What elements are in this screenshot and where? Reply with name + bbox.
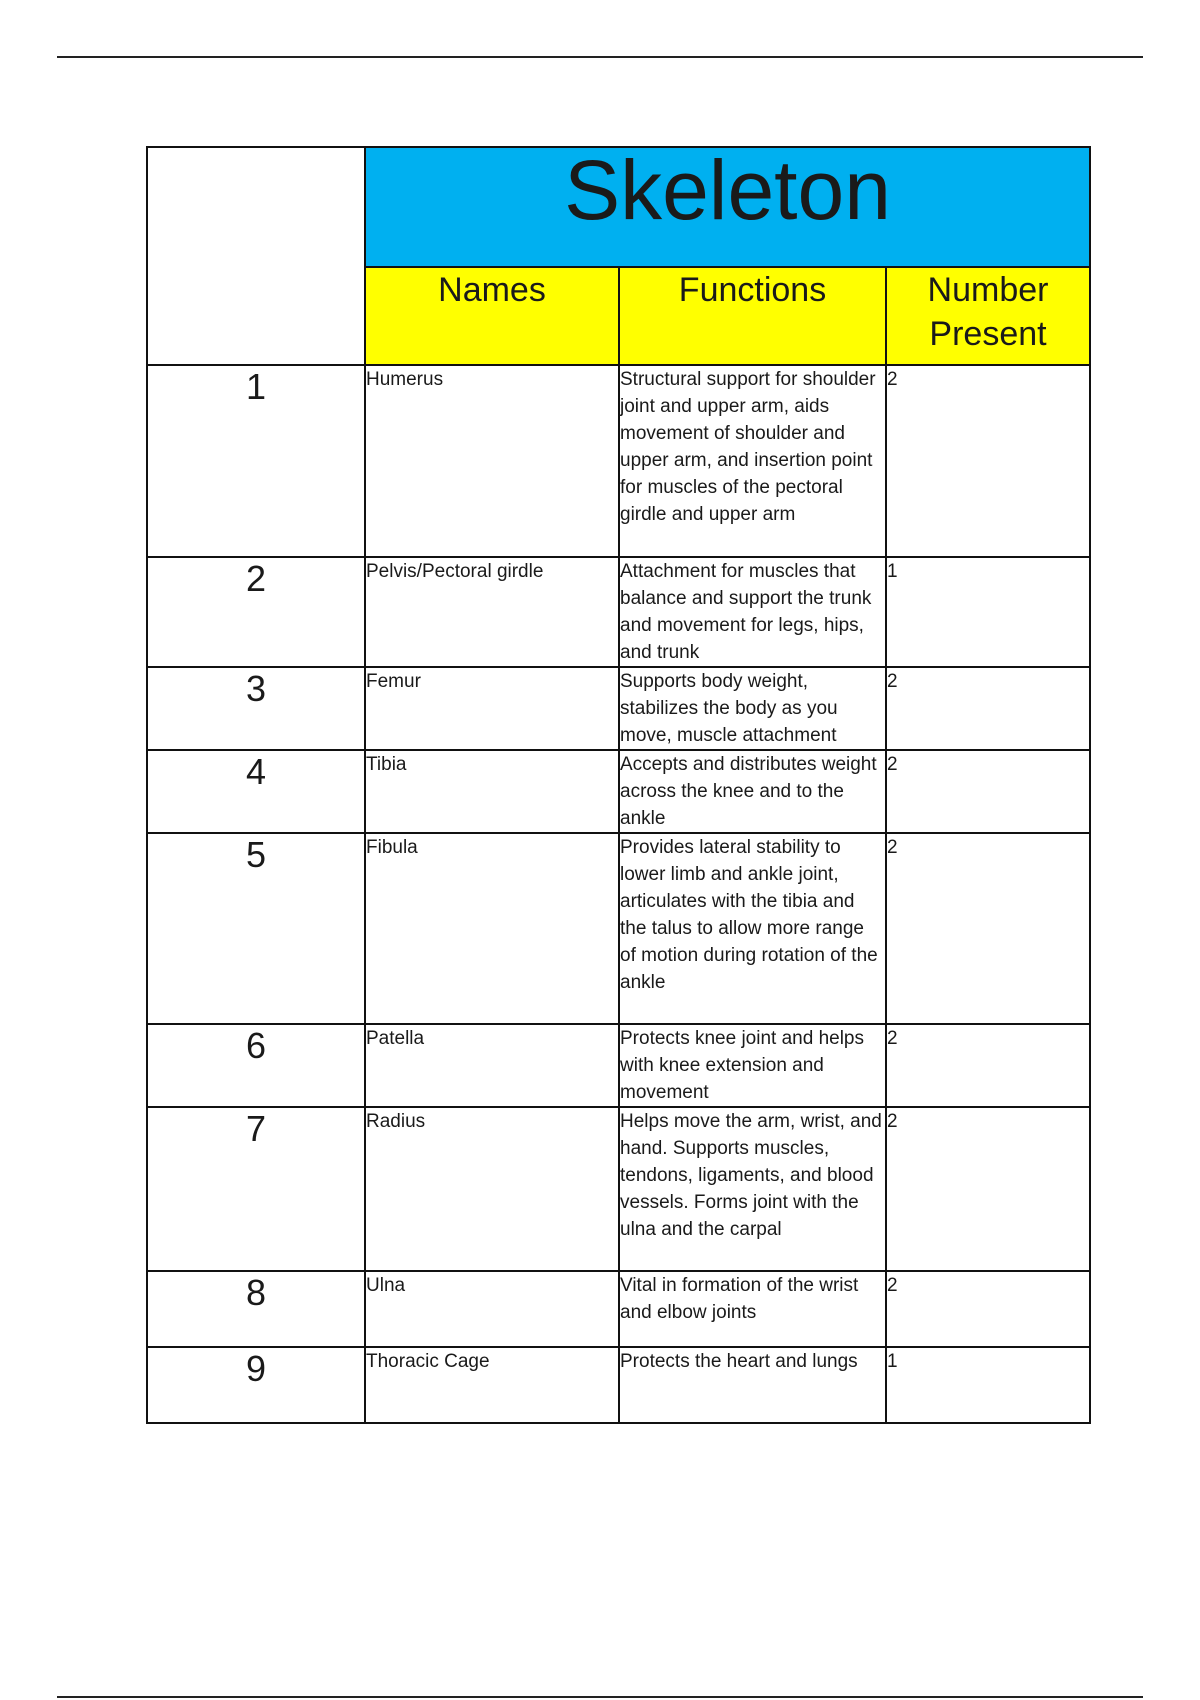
row-index: 1 bbox=[147, 365, 365, 557]
title-row bbox=[147, 147, 1090, 267]
row-index: 5 bbox=[147, 833, 365, 1024]
table-row bbox=[147, 1107, 1090, 1271]
header-functions: Functions bbox=[619, 267, 886, 365]
page-bottom-rule bbox=[57, 1696, 1143, 1698]
header-number-present: Number Present bbox=[886, 267, 1090, 365]
bone-function: Attachment for muscles that balance and support the trunk and movement for legs, hips, and trunk bbox=[619, 557, 886, 667]
table-row bbox=[147, 667, 1090, 750]
bone-count: 2 bbox=[886, 1107, 1090, 1271]
bone-count: 2 bbox=[886, 750, 1090, 833]
table-row bbox=[147, 1271, 1090, 1347]
bone-function: Protects knee joint and helps with knee extension and movement bbox=[619, 1024, 886, 1107]
table-row bbox=[147, 557, 1090, 667]
bone-name: Humerus bbox=[365, 365, 619, 557]
bone-name: Ulna bbox=[365, 1271, 619, 1347]
bone-function: Structural support for shoulder joint and upper arm, aids movement of shoulder and upper arm, and insertion point for muscles of the pectoral girdle and upper arm bbox=[619, 365, 886, 557]
table-row bbox=[147, 833, 1090, 1024]
table-title: Skeleton bbox=[365, 147, 1090, 267]
corner-cell bbox=[147, 147, 365, 365]
skeleton-table bbox=[146, 143, 1091, 1424]
bone-name: Thoracic Cage bbox=[365, 1347, 619, 1423]
bone-name: Pelvis/Pectoral girdle bbox=[365, 557, 619, 667]
row-index: 8 bbox=[147, 1271, 365, 1347]
row-index: 6 bbox=[147, 1024, 365, 1107]
bone-name: Tibia bbox=[365, 750, 619, 833]
page-top-rule bbox=[57, 56, 1143, 58]
table-row bbox=[147, 365, 1090, 557]
bone-name: Femur bbox=[365, 667, 619, 750]
bone-function: Vital in formation of the wrist and elbow joints bbox=[619, 1271, 886, 1347]
bone-function: Protects the heart and lungs bbox=[619, 1347, 886, 1423]
table-row bbox=[147, 1347, 1090, 1423]
bone-function: Supports body weight, stabilizes the body as you move, muscle attachment bbox=[619, 667, 886, 750]
table-row bbox=[147, 1024, 1090, 1107]
bone-count: 2 bbox=[886, 1024, 1090, 1107]
bone-function: Helps move the arm, wrist, and hand. Supports muscles, tendons, ligaments, and blood vessels. Forms joint with the ulna and the carpal bbox=[619, 1107, 886, 1271]
row-index: 4 bbox=[147, 750, 365, 833]
table-row bbox=[147, 750, 1090, 833]
bone-name: Patella bbox=[365, 1024, 619, 1107]
bone-count: 2 bbox=[886, 1271, 1090, 1347]
row-index: 3 bbox=[147, 667, 365, 750]
bone-count: 2 bbox=[886, 365, 1090, 557]
row-index: 2 bbox=[147, 557, 365, 667]
bone-name: Radius bbox=[365, 1107, 619, 1271]
bone-function: Accepts and distributes weight across the knee and to the ankle bbox=[619, 750, 886, 833]
row-index: 7 bbox=[147, 1107, 365, 1271]
bone-name: Fibula bbox=[365, 833, 619, 1024]
bone-function: Provides lateral stability to lower limb and ankle joint, articulates with the tibia and the talus to allow more range of motion during rotation of the ankle bbox=[619, 833, 886, 1024]
bone-count: 2 bbox=[886, 833, 1090, 1024]
bone-count: 2 bbox=[886, 667, 1090, 750]
bone-count: 1 bbox=[886, 1347, 1090, 1423]
bone-count: 1 bbox=[886, 557, 1090, 667]
header-names: Names bbox=[365, 267, 619, 365]
row-index: 9 bbox=[147, 1347, 365, 1423]
